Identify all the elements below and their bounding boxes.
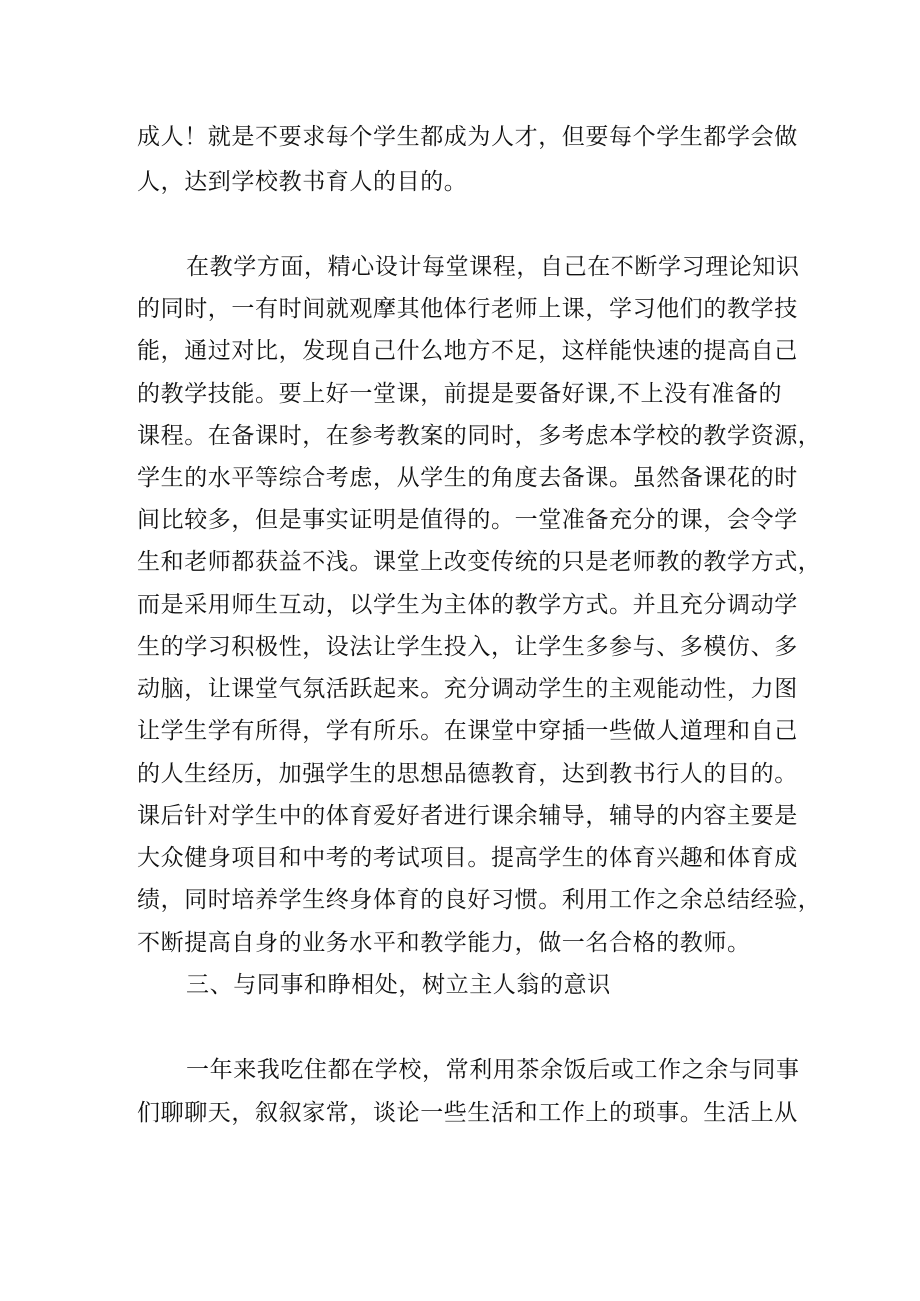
paragraph-2-line-13: 的人生经历，加强学生的思想品德教育，达到教书行人的目的。 (137, 761, 798, 787)
paragraph-2-line-7: 间比较多，但是事实证明是值得的。一堂准备充分的课，会令学 (137, 507, 798, 533)
paragraph-2-line-9: 而是采用师生互动，以学生为主体的教学方式。并且充分调动学 (137, 592, 798, 618)
paragraph-2-line-5: 课程。在备课时，在参考教案的同时，多考虑本学校的教学资源， (137, 423, 822, 449)
paragraph-2-line-12: 让学生学有所得，学有所乐。在课堂中穿插一些做人道理和自己 (137, 718, 798, 744)
paragraph-2-line-2: 的同时，一有时间就观摩其他体行老师上课，学习他们的教学技 (137, 296, 798, 322)
section-heading-3: 三、与同事和睁相处，树立主人翁的意识 (186, 972, 611, 998)
paragraph-2-line-14: 课后针对学生中的体育爱好者进行课余辅导，辅导的内容主要是 (137, 803, 798, 829)
paragraph-2-line-8: 生和老师都获益不浅。课堂上改变传统的只是老师教的教学方式， (137, 549, 822, 575)
paragraph-1-line-1: 成人！就是不要求每个学生都成为人才，但要每个学生都学会做 (137, 124, 798, 150)
paragraph-2-line-1: 在教学方面，精心设计每堂课程，自己在不断学习理论知识 (186, 254, 800, 280)
paragraph-2-line-11: 动脑，让课堂气氛活跃起来。充分调动学生的主观能动性，力图 (137, 676, 798, 702)
paragraph-2-line-17: 不断提高自身的业务水平和教学能力，做一名合格的教师。 (137, 930, 751, 956)
paragraph-2-line-3: 能，通过对比，发现自己什么地方不足，这样能快速的提高自己 (137, 338, 798, 364)
paragraph-2-line-16: 绩，同时培养学生终身体育的良好习惯。利用工作之余总结经验， (137, 887, 822, 913)
paragraph-2-line-15: 大众健身项目和中考的考试项目。提高学生的体育兴趣和体育成 (137, 845, 798, 871)
paragraph-2-line-6: 学生的水平等综合考虑，从学生的角度去备课。虽然备课花的时 (137, 465, 798, 491)
paragraph-2-line-4: 的教学技能。要上好一堂课，前提是要备好课,不上没有准备的 (137, 381, 783, 407)
paragraph-3-line-2: 们聊聊天，叙叙家常，谈论一些生活和工作上的琐事。生活上从 (137, 1100, 798, 1126)
paragraph-2-line-10: 生的学习积极性，设法让学生投入，让学生多参与、多模仿、多 (137, 634, 798, 660)
paragraph-1-line-2: 人，达到学校教书育人的目的。 (137, 169, 468, 195)
paragraph-3-line-1: 一年来我吃住都在学校，常利用茶余饭后或工作之余与同事 (186, 1057, 800, 1083)
